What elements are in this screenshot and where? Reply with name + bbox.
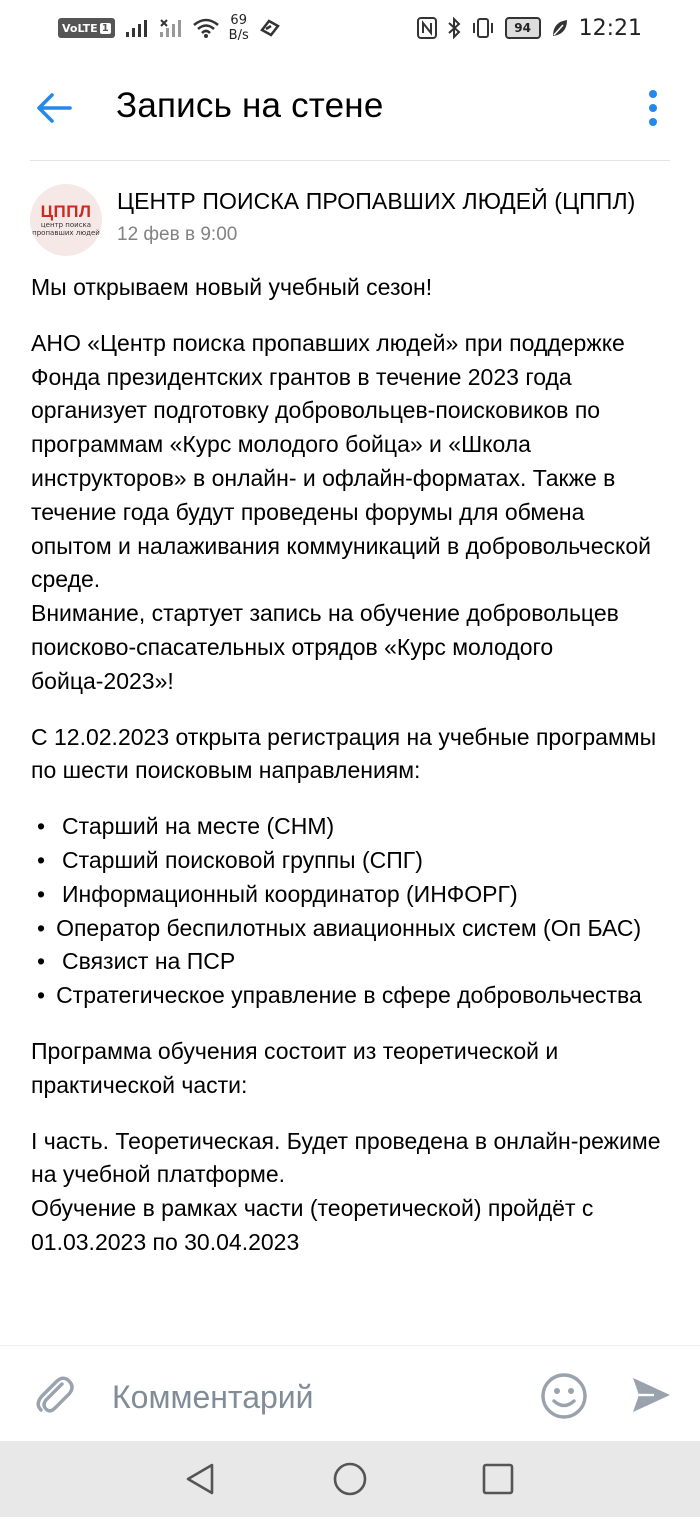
nav-back-triangle-icon[interactable] (184, 1462, 216, 1496)
directions-list (31, 810, 671, 1013)
post-paragraph: Мы открываем новый учебный сезон! (31, 274, 433, 300)
post-paragraph: Программа обучения состоит из теоретической и практической части: (31, 1037, 559, 1098)
smile-icon[interactable] (540, 1372, 588, 1420)
post-body (31, 271, 671, 1260)
bluetooth-icon (447, 17, 461, 39)
speed-value: 69 (230, 13, 247, 28)
back-arrow-icon[interactable] (34, 88, 74, 128)
post-paragraph: I часть. Теоретическая. Будет проведена в онлайн-режиме на учебной платформе. (31, 1127, 661, 1188)
list-item: • Информационный координатор (ИНФОРГ) (37, 880, 518, 907)
battery-indicator (505, 17, 541, 39)
battery-level: 94 (514, 21, 531, 35)
sim-slot-label: 1 (101, 22, 109, 34)
nav-home-circle-icon[interactable] (333, 1462, 367, 1496)
signal-strength-icon (125, 18, 149, 38)
network-speed (229, 13, 249, 43)
volte-badge (58, 18, 115, 38)
post-paragraph: АНО «Центр поиска пропавших людей» при поддержке Фонда президентских грантов в течение 2023 года организует подготовку добровольцев-поисковиков по программам «Курс молодого бойца» и «Школа инструкторов» в онлайн- и офлайн-форматах. Также в течение года будут проведены форумы для обмена опытом и налаживания коммуникаций в добровольческой среде. (31, 329, 651, 593)
signal-no-service-icon (159, 18, 183, 38)
list-item: • Старший поисковой группы (СПГ) (37, 846, 423, 873)
status-right (417, 16, 642, 41)
system-navigation-bar (0, 1441, 700, 1517)
vibrate-icon (471, 17, 495, 39)
author-avatar[interactable] (30, 184, 102, 256)
avatar-logo-subtext-1: центр поиска (40, 221, 92, 229)
status-left (58, 13, 281, 43)
post-paragraph: С 12.02.2023 открыта регистрация на учебные программы по шести поисковым направлениям: (31, 723, 657, 784)
status-bar (0, 0, 700, 56)
list-item: • Стратегическое управление в сфере добровольчества (37, 982, 642, 1009)
nav-recents-square-icon[interactable] (482, 1463, 514, 1495)
nfc-icon (417, 17, 437, 39)
send-icon[interactable] (630, 1374, 672, 1416)
paperclip-icon[interactable] (32, 1372, 78, 1418)
comment-bar (0, 1345, 700, 1441)
post-paragraph: Внимание, стартует запись на обучение добровольцев поисково-спасательных отрядов «Курс молодого бойца-2023»! (31, 600, 619, 694)
list-item: • Оператор беспилотных авиационных систем (Оп БАС) (37, 914, 642, 941)
author-name[interactable]: ЦЕНТР ПОИСКА ПРОПАВШИХ ЛЮДЕЙ (ЦППЛ) (117, 188, 636, 214)
avatar-logo-subtext-2: пропавших людей (32, 229, 100, 237)
list-item: • Старший на месте (СНМ) (37, 813, 335, 840)
list-item: • Связист на ПСР (37, 948, 236, 975)
header-divider (30, 160, 670, 161)
page-title: Запись на стене (116, 86, 384, 125)
app-notification-icon (259, 18, 281, 38)
post-paragraph: Обучение в рамках части (теоретической) пройдёт с 01.03.2023 по 30.04.2023 (31, 1195, 594, 1255)
comment-input[interactable] (110, 1374, 514, 1420)
avatar-logo-text: ЦППЛ (40, 202, 92, 221)
post-date: 12 фев в 9:00 (117, 224, 238, 245)
volte-label: VoLTE (62, 21, 98, 35)
clock: 12:21 (578, 15, 642, 41)
speed-unit: B/s (228, 28, 249, 43)
leaf-power-saving-icon (551, 18, 569, 38)
more-vertical-icon[interactable] (640, 86, 666, 130)
wifi-icon (193, 18, 219, 38)
app-header (0, 56, 700, 160)
